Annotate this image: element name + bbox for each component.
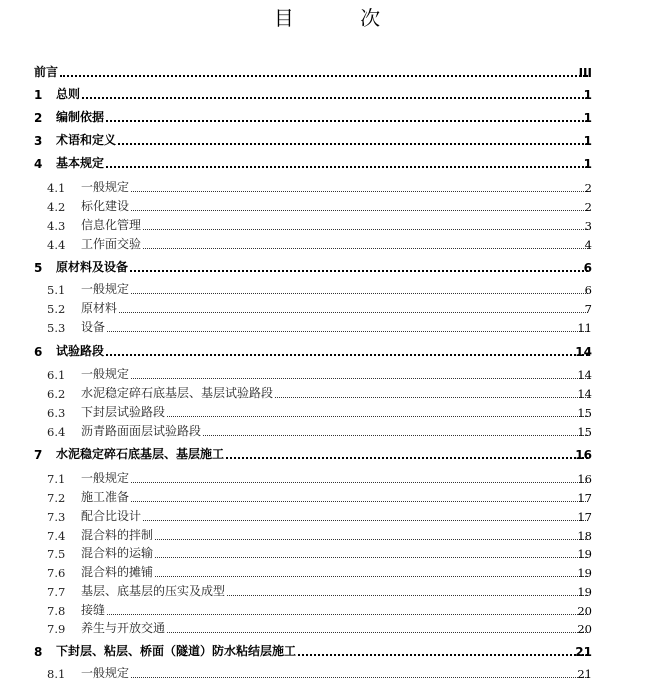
toc-entry-number: 5.2 — [47, 302, 66, 316]
toc-entry-page: 14 — [577, 387, 592, 401]
toc-entry-page: 1 — [583, 88, 592, 102]
toc-entry[interactable] — [0, 487, 654, 505]
toc-entry-number: 7.3 — [47, 510, 66, 524]
toc-entry-title[interactable]: 基本规定 — [56, 156, 105, 170]
dot-leader — [131, 378, 588, 379]
toc-entry-title[interactable]: 水泥稳定碎石底基层、基层试验路段 — [81, 386, 274, 400]
dot-leader — [131, 501, 588, 502]
toc-entry-title[interactable]: 信息化管理 — [81, 218, 142, 232]
toc-entry-number: 5.3 — [47, 321, 66, 335]
dot-leader — [131, 191, 588, 192]
toc-entry[interactable] — [0, 618, 654, 636]
toc-entry-title[interactable]: 下封层、粘层、桥面（隧道）防水粘结层施工 — [56, 644, 297, 658]
toc-entry[interactable] — [0, 641, 654, 659]
toc-entry[interactable] — [0, 663, 654, 681]
toc-entry-number: 7.6 — [47, 566, 66, 580]
dot-leader — [143, 248, 588, 249]
toc-entry-page: 15 — [577, 406, 592, 420]
toc-entry-page: 7 — [584, 302, 592, 316]
toc-entry[interactable] — [0, 298, 654, 316]
toc-entry-title[interactable]: 下封层试验路段 — [81, 405, 166, 419]
toc-entry-page: 16 — [577, 472, 592, 486]
toc-entry[interactable] — [0, 279, 654, 297]
toc-entry-page: 17 — [577, 491, 592, 505]
toc-entry-title[interactable]: 术语和定义 — [56, 133, 117, 147]
toc-entry-title[interactable]: 混合料的拌制 — [81, 528, 154, 542]
toc-entry-number: 7.7 — [47, 585, 66, 599]
toc-entry-number: 8.1 — [47, 667, 66, 681]
toc-entry[interactable] — [0, 506, 654, 524]
toc-entry-title[interactable]: 水泥稳定碎石底基层、基层施工 — [56, 447, 225, 461]
toc-entry-number: 4.4 — [47, 238, 66, 252]
dot-leader — [119, 312, 588, 313]
page-title: 目 次 — [273, 6, 411, 30]
toc-entry[interactable] — [0, 257, 654, 275]
toc-entry[interactable] — [0, 562, 654, 580]
dot-leader — [82, 97, 588, 99]
dot-leader — [106, 120, 588, 122]
toc-entry-page: 2 — [584, 200, 592, 214]
toc-entry-page: 6 — [583, 261, 592, 275]
toc-entry-number: 2 — [34, 111, 43, 125]
dot-leader — [167, 416, 588, 417]
toc-entry-title[interactable]: 混合料的摊铺 — [81, 565, 154, 579]
toc-entry[interactable] — [0, 234, 654, 252]
toc-entry[interactable] — [0, 525, 654, 543]
toc-entry-title[interactable]: 一般规定 — [81, 471, 130, 485]
toc-entry[interactable] — [0, 581, 654, 599]
dot-leader — [155, 576, 588, 577]
toc-entry-page: 4 — [584, 238, 592, 252]
toc-entry-page: 3 — [584, 219, 592, 233]
toc-entry-page: 2 — [584, 181, 592, 195]
toc-entry-page: 6 — [584, 283, 592, 297]
toc-entry[interactable] — [0, 317, 654, 335]
toc-entry-title[interactable]: 总则 — [56, 87, 81, 101]
toc-entry-page: 16 — [575, 448, 592, 462]
toc-entry-page: 21 — [577, 667, 592, 681]
toc-entry-number: 6.3 — [47, 406, 66, 420]
toc-entry[interactable] — [0, 421, 654, 439]
toc-entry-title[interactable]: 试验路段 — [56, 344, 105, 358]
toc-entry-title[interactable]: 标化建设 — [81, 199, 130, 213]
toc-entry-page: 1 — [583, 157, 592, 171]
toc-entry-page: 1 — [583, 134, 592, 148]
toc-entry[interactable] — [0, 600, 654, 618]
toc-entry[interactable] — [0, 84, 654, 102]
dot-leader — [143, 520, 588, 521]
toc-entry-title[interactable]: 一般规定 — [81, 180, 130, 194]
toc-entry-page: III — [578, 66, 592, 80]
toc-entry-number: 6.1 — [47, 368, 66, 382]
toc-entry-number: 6.4 — [47, 425, 66, 439]
toc-entry[interactable] — [0, 341, 654, 359]
toc-entry[interactable] — [0, 543, 654, 561]
toc-entry-number: 5.1 — [47, 283, 66, 297]
toc-entry[interactable] — [0, 153, 654, 171]
toc-entry[interactable] — [0, 62, 654, 80]
toc-entry-page: 20 — [577, 604, 592, 618]
toc-entry-title[interactable]: 一般规定 — [81, 367, 130, 381]
toc-entry-number: 7.2 — [47, 491, 66, 505]
toc-entry-page: 17 — [577, 510, 592, 524]
toc-entry-number: 7.4 — [47, 529, 66, 543]
toc-entry-number: 7.8 — [47, 604, 66, 618]
dot-leader — [131, 293, 588, 294]
dot-leader — [275, 397, 588, 398]
dot-leader — [107, 331, 588, 332]
toc-entry[interactable] — [0, 364, 654, 382]
toc-entry-number: 8 — [34, 645, 43, 659]
dot-leader — [130, 270, 588, 272]
toc-entry-number: 4.3 — [47, 219, 66, 233]
toc-entry-page: 19 — [577, 547, 592, 561]
toc-entry-number: 7.9 — [47, 622, 66, 636]
toc-entry-page: 15 — [577, 425, 592, 439]
toc-entry[interactable] — [0, 107, 654, 125]
dot-leader — [106, 354, 588, 356]
dot-leader — [131, 482, 588, 483]
dot-leader — [226, 457, 588, 459]
toc-entry-number: 7 — [34, 448, 43, 462]
toc-entry[interactable] — [0, 130, 654, 148]
toc-entry[interactable] — [0, 468, 654, 486]
toc-entry-title[interactable]: 混合料的运输 — [81, 546, 154, 560]
toc-entry-number: 5 — [34, 261, 43, 275]
toc-entry[interactable] — [0, 383, 654, 401]
dot-leader — [60, 75, 588, 77]
toc-entry-title[interactable]: 沥青路面面层试验路段 — [81, 424, 202, 438]
toc-entry-number: 7.5 — [47, 547, 66, 561]
dot-leader — [131, 677, 588, 678]
dot-leader — [143, 229, 588, 230]
toc-entry[interactable] — [0, 215, 654, 233]
dot-leader — [155, 557, 588, 558]
toc-entry-title[interactable]: 编制依据 — [56, 110, 105, 124]
dot-leader — [227, 595, 588, 596]
toc-entry-page: 1 — [583, 111, 592, 125]
dot-leader — [107, 614, 588, 615]
dot-leader — [298, 654, 588, 656]
toc-entry-page: 19 — [577, 566, 592, 580]
toc-entry-page: 18 — [577, 529, 592, 543]
toc-entry-title[interactable]: 配合比设计 — [81, 509, 142, 523]
dot-leader — [155, 539, 588, 540]
toc-entry-title[interactable]: 一般规定 — [81, 282, 130, 296]
dot-leader — [118, 143, 588, 145]
toc-entry-title[interactable]: 原材料及设备 — [56, 260, 129, 274]
toc-entry-title[interactable]: 施工准备 — [81, 490, 130, 504]
toc-entry-title[interactable]: 原材料 — [81, 301, 118, 315]
toc-entry-title[interactable]: 养生与开放交通 — [81, 621, 166, 635]
toc-entry-number: 4 — [34, 157, 43, 171]
toc-entry-title[interactable]: 一般规定 — [81, 666, 130, 680]
toc-entry-page: 19 — [577, 585, 592, 599]
toc-entry-title[interactable]: 设备 — [81, 320, 106, 334]
toc-entry-page: 20 — [577, 622, 592, 636]
toc-entry-title[interactable]: 接缝 — [81, 603, 106, 617]
toc-entry-title[interactable]: 基层、底基层的压实及成型 — [81, 584, 226, 598]
toc-entry-number: 4.1 — [47, 181, 66, 195]
toc-entry[interactable] — [0, 402, 654, 420]
dot-leader — [167, 632, 588, 633]
dot-leader — [131, 210, 588, 211]
toc-entry-number: 1 — [34, 88, 43, 102]
dot-leader — [106, 166, 588, 168]
dot-leader — [203, 435, 588, 436]
toc-entry-page: 14 — [577, 368, 592, 382]
toc-entry-number: 6.2 — [47, 387, 66, 401]
toc-entry-number: 6 — [34, 345, 43, 359]
toc-entry-number: 3 — [34, 134, 43, 148]
toc-entry-page: 14 — [575, 345, 592, 359]
toc-entry[interactable] — [0, 196, 654, 214]
toc-entry-number: 4.2 — [47, 200, 66, 214]
toc-entry-page: 11 — [577, 321, 592, 335]
toc-entry-title[interactable]: 前言 — [34, 65, 59, 79]
toc-entry[interactable] — [0, 444, 654, 462]
toc-entry-number: 7.1 — [47, 472, 66, 486]
toc-entry-page: 21 — [575, 645, 592, 659]
toc-entry[interactable] — [0, 177, 654, 195]
toc-entry-title[interactable]: 工作面交验 — [81, 237, 142, 251]
